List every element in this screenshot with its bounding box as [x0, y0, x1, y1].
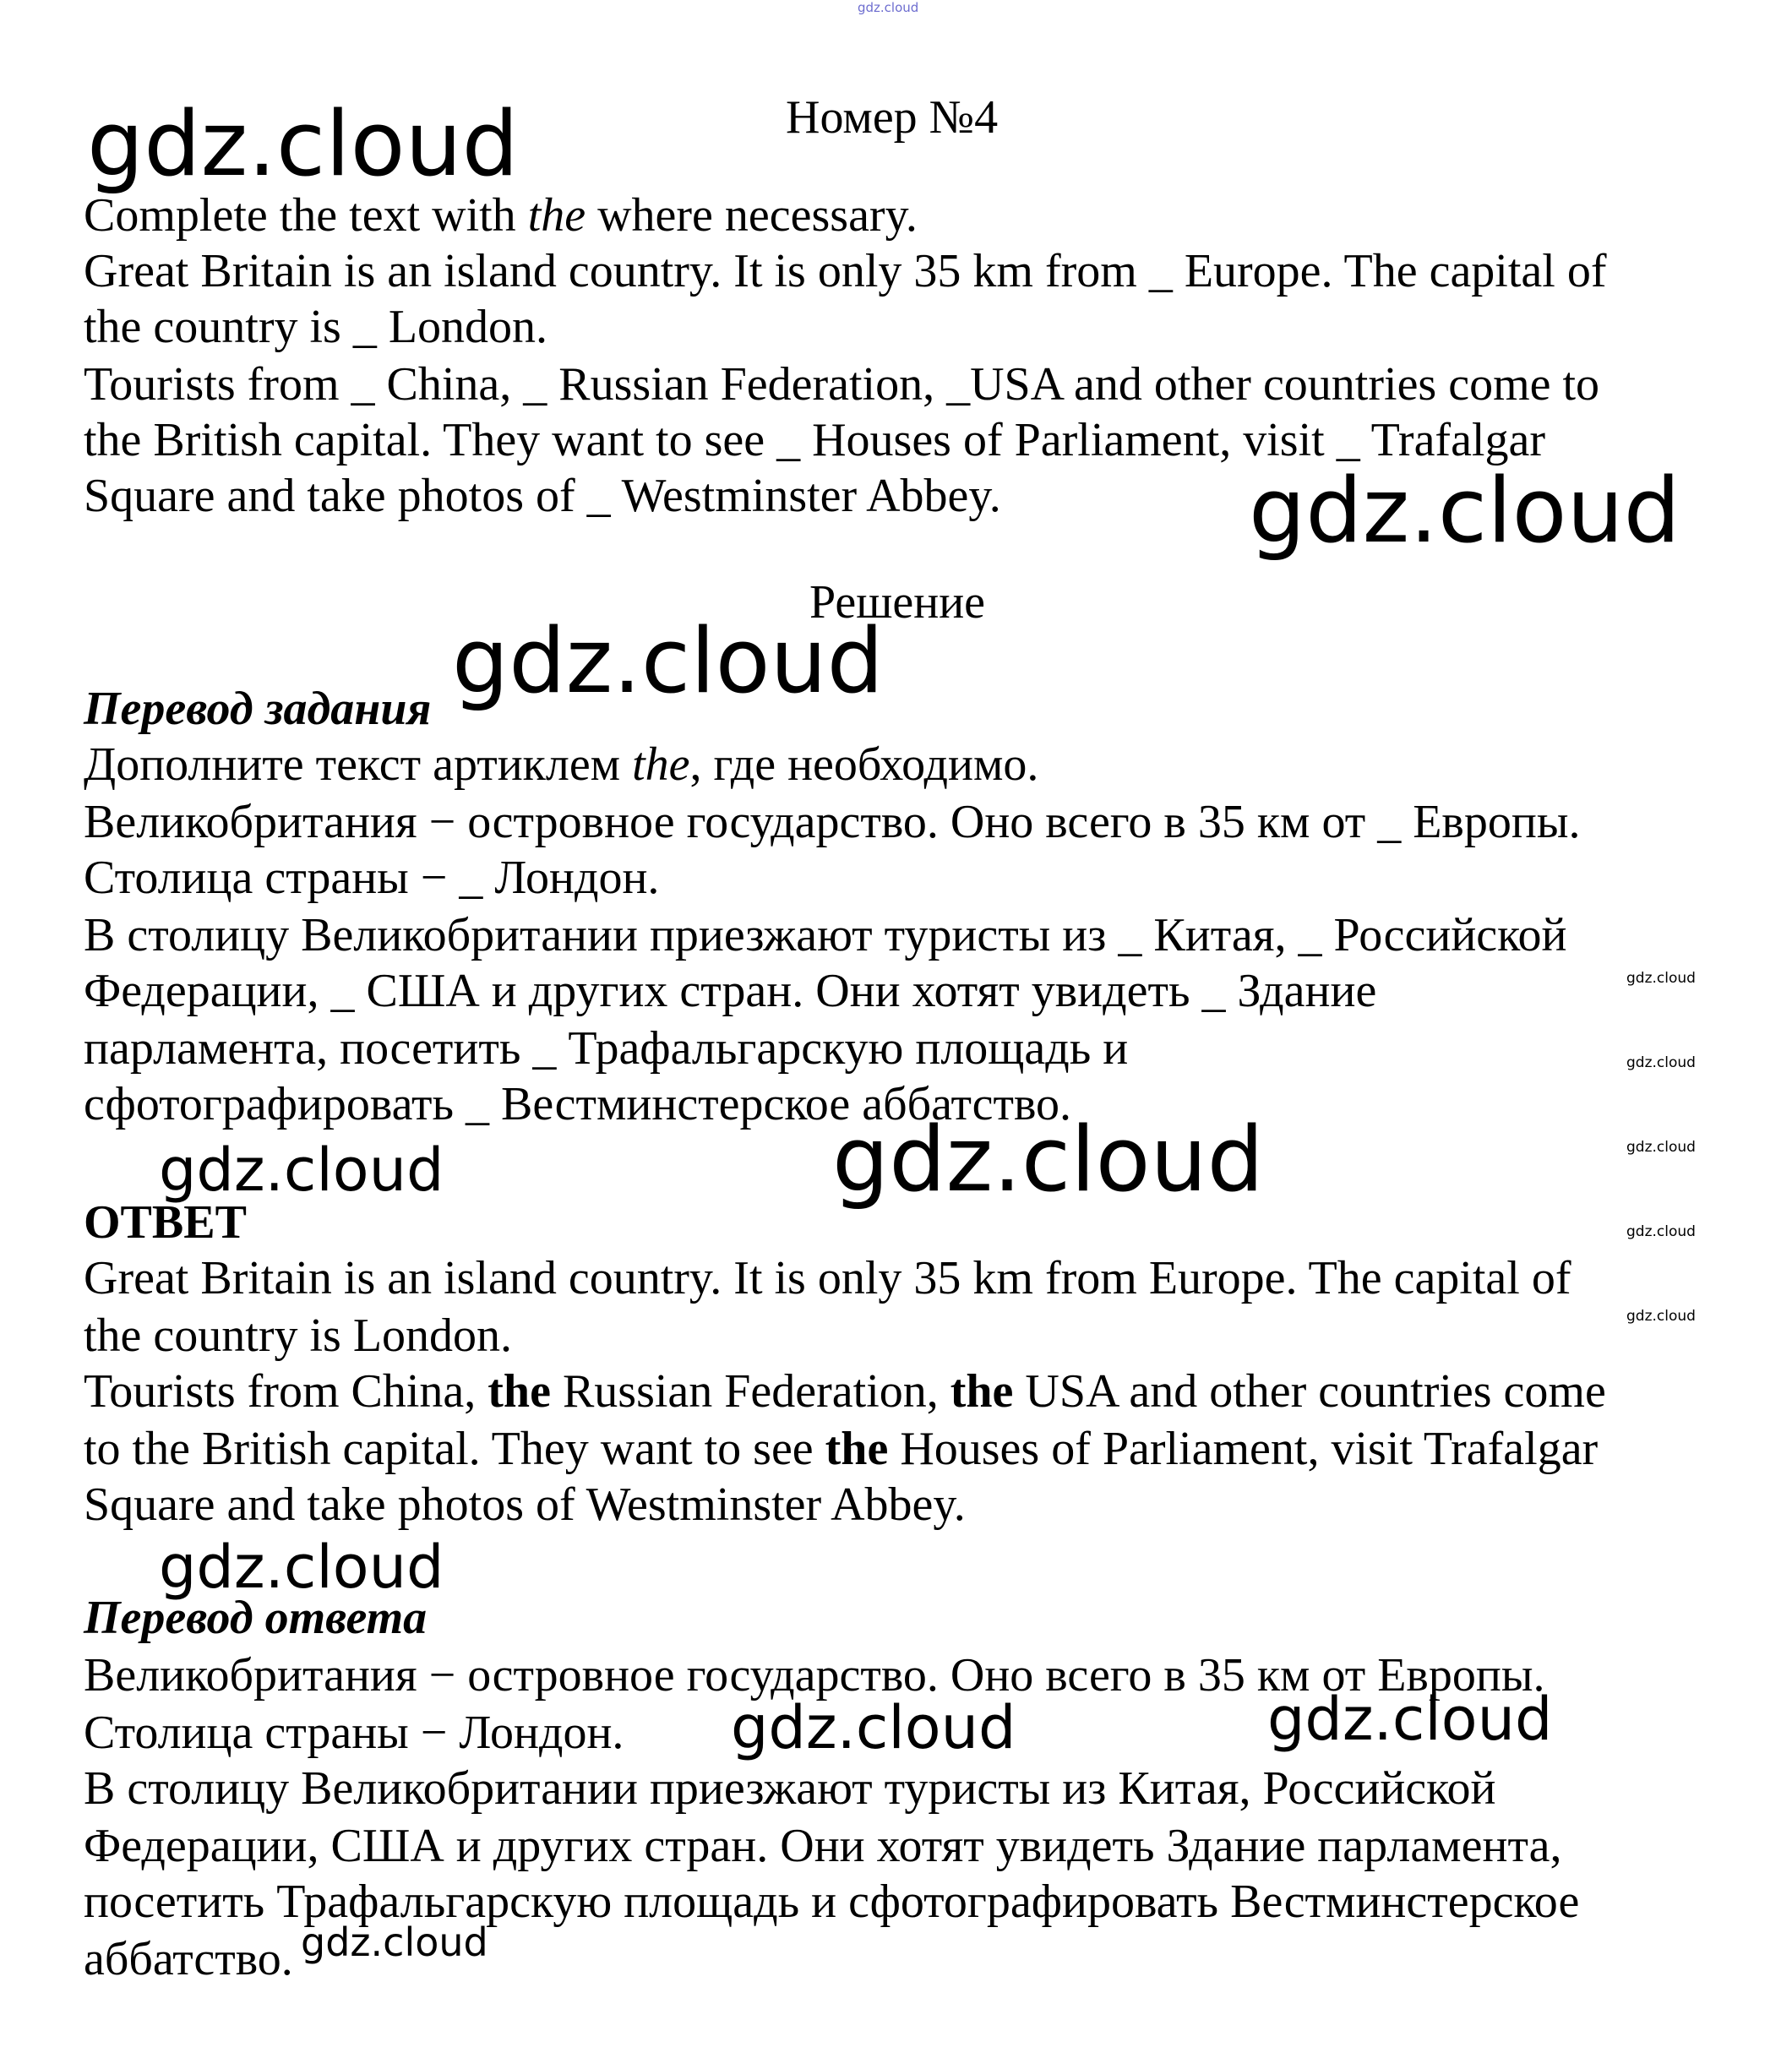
watermark-top: gdz.cloud [858, 0, 919, 15]
answer-article: the [487, 1365, 551, 1418]
answer-article: the [825, 1423, 889, 1475]
watermark: gdz.cloud [301, 1919, 488, 1965]
answer-line-4: to the British capital. They want to see the Houses of Parliament, visit Trafalgar [84, 1423, 1599, 1475]
answer-translation-line-4: Федерации, США и других стран. Они хотят увидеть Здание парламента, [84, 1820, 1562, 1872]
watermark: gdz.cloud [1249, 459, 1680, 563]
task-translation-emphasis: the [632, 738, 690, 791]
task-line-2: the country is _ London. [84, 301, 548, 353]
task-translation-line-2: Столица страны − _ Лондон. [84, 852, 660, 904]
watermark: gdz.cloud [1626, 1139, 1696, 1156]
watermark: gdz.cloud [1626, 1223, 1696, 1240]
task-instruction: Complete the text with the where necessary. [84, 189, 918, 242]
watermark: gdz.cloud [1267, 1685, 1553, 1754]
task-translation-line-4: Федерации, _ США и других стран. Они хотят увидеть _ Здание [84, 965, 1377, 1017]
answer-translation-line-5: посетить Трафальгарскую площадь и сфотографировать Вестминстерское [84, 1876, 1580, 1928]
answer-translation-line-1: Великобритания − островное государство. Оно всего в 35 км от Европы. [84, 1649, 1545, 1701]
answer-translation-line-3: В столицу Великобритании приезжают туристы из Китая, Российской [84, 1762, 1496, 1815]
task-translation-heading: Перевод задания [84, 683, 432, 735]
task-line-5: Square and take photos of _ Westminster Abbey. [84, 470, 1001, 522]
watermark: gdz.cloud [1626, 1054, 1696, 1071]
watermark: gdz.cloud [1626, 970, 1696, 987]
watermark: gdz.cloud [87, 92, 519, 196]
task-line-4: the British capital. They want to see _ Houses of Parliament, visit _ Trafalgar [84, 414, 1545, 466]
task-instruction-emphasis: the [527, 189, 586, 242]
answer-line-1: Great Britain is an island country. It is only 35 km from Europe. The capital of [84, 1252, 1571, 1304]
watermark: gdz.cloud [832, 1108, 1264, 1211]
task-line-1: Great Britain is an island country. It is only 35 km from _ Europe. The capital of [84, 245, 1607, 297]
watermark: gdz.cloud [452, 609, 884, 713]
task-translation-line-6: сфотографировать _ Вестминстерское аббатство. [84, 1078, 1072, 1130]
answer-line-3: Tourists from China, the Russian Federation, the USA and other countries come [84, 1365, 1606, 1418]
watermark: gdz.cloud [731, 1693, 1016, 1762]
watermark: gdz.cloud [159, 1135, 444, 1205]
answer-line-5: Square and take photos of Westminster Abbey. [84, 1478, 966, 1531]
answer-line-2: the country is London. [84, 1309, 513, 1362]
watermark: gdz.cloud [1626, 1308, 1696, 1325]
answer-heading: ОТВЕТ [84, 1196, 247, 1249]
task-translation-line-3: В столицу Великобритании приезжают туристы из _ Китая, _ Российской [84, 909, 1567, 961]
page-title: Номер №4 [786, 91, 999, 144]
task-translation-line-5: парламента, посетить _ Трафальгарскую площадь и [84, 1022, 1129, 1075]
task-line-3: Tourists from _ China, _ Russian Federation, _USA and other countries come to [84, 358, 1600, 411]
solution-title: Решение [809, 576, 986, 629]
watermark: gdz.cloud [159, 1533, 444, 1602]
answer-translation-line-2: Столица страны − Лондон. [84, 1707, 624, 1759]
answer-translation-line-6: аббатство. [84, 1933, 293, 1985]
task-translation-instruction: Дополните текст артиклем the, где необходимо. [84, 738, 1039, 791]
answer-translation-heading: Перевод ответа [84, 1592, 428, 1644]
answer-article: the [950, 1365, 1014, 1418]
task-translation-line-1: Великобритания − островное государство. Оно всего в 35 км от _ Европы. [84, 796, 1581, 848]
